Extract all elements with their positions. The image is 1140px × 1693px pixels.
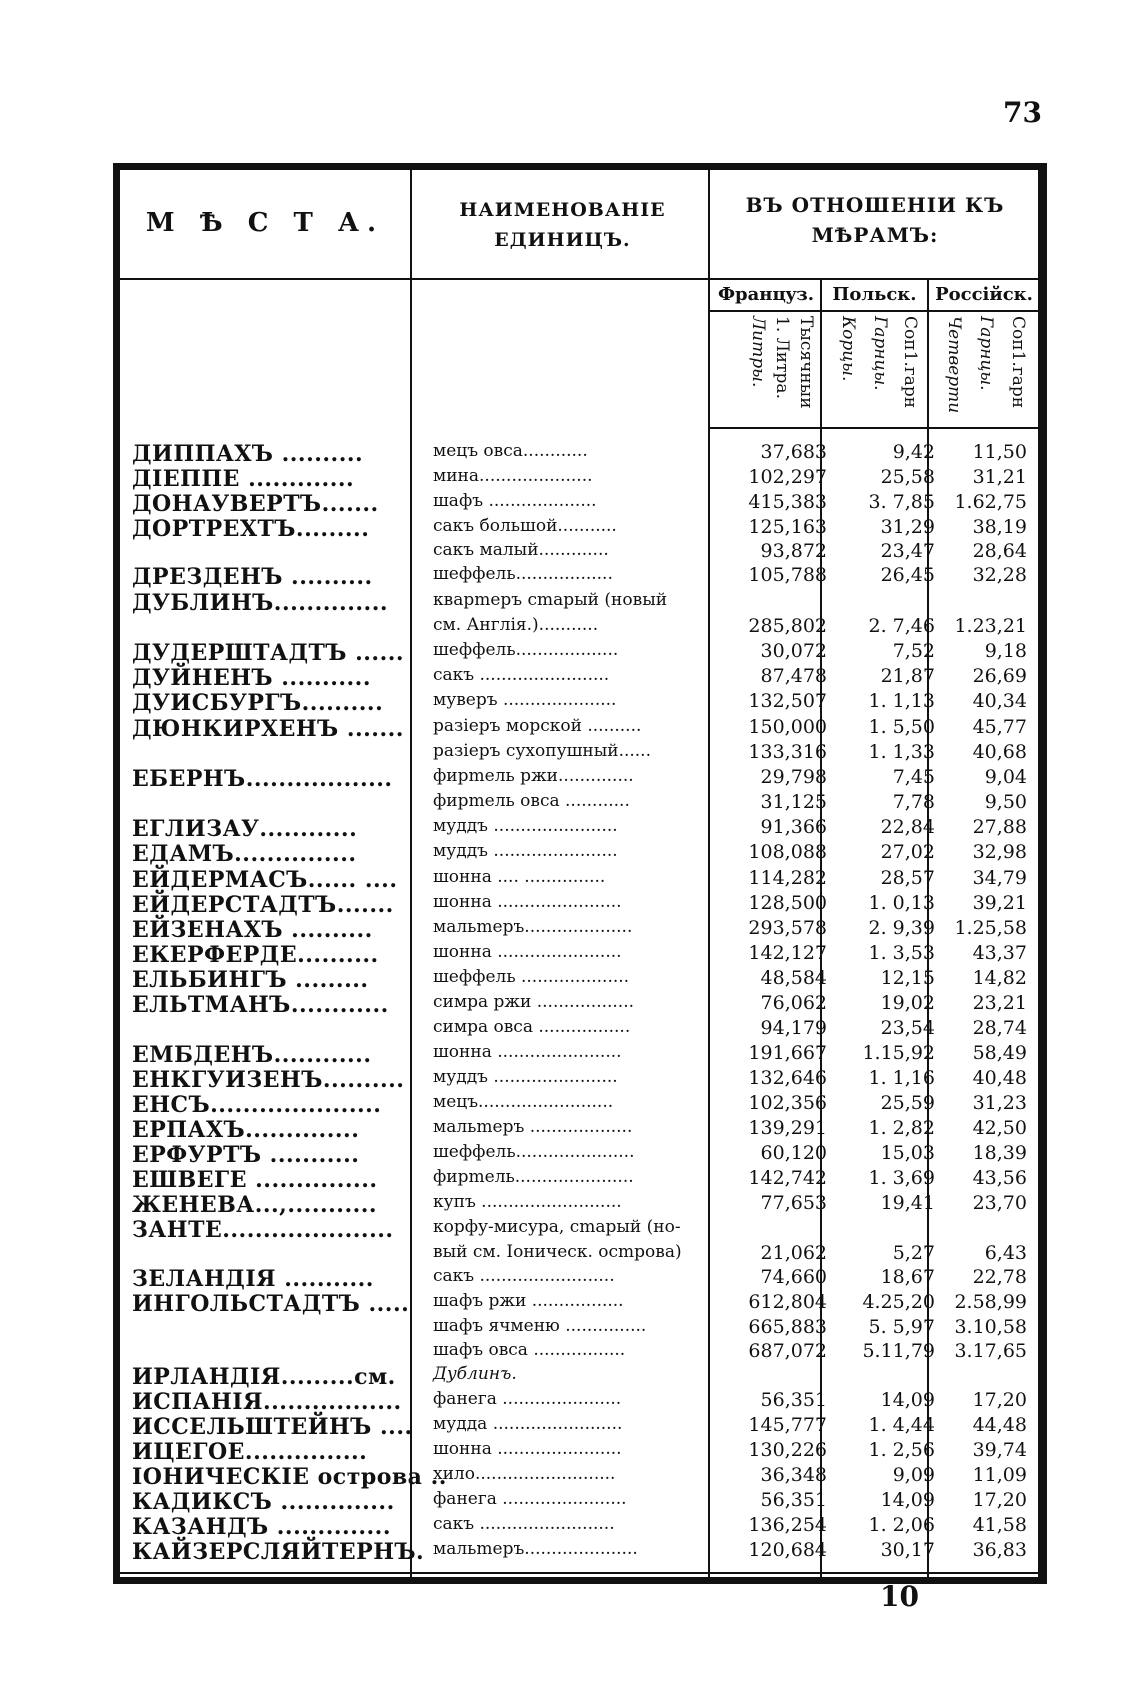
- polish-value: 1. 1,33: [868, 741, 935, 763]
- place-cell: ІОНИЧЕСКІЕ острова ..: [132, 1464, 447, 1490]
- unit-cell: разіеръ сухопушный......: [433, 741, 651, 761]
- french-value: 130,226: [748, 1439, 827, 1461]
- french-value: 191,667: [748, 1042, 827, 1064]
- russian-value: 23,21: [972, 992, 1027, 1014]
- polish-value: 28,57: [880, 867, 935, 889]
- french-value: 37,683: [760, 441, 827, 463]
- unit-cell: фирmель......................: [433, 1167, 634, 1187]
- russian-value: 26,69: [972, 665, 1027, 687]
- russian-value: 27,88: [972, 816, 1027, 838]
- unit-cell: мальmеръ ...................: [433, 1117, 633, 1137]
- unit-cell: мецъ овса............: [433, 441, 588, 461]
- russian-header: Россійск.: [935, 284, 1033, 305]
- polish-value: 2. 9,39: [868, 917, 935, 939]
- french-value: 102,297: [748, 466, 827, 488]
- place-cell: ЕКЕРФЕРДЕ..........: [132, 942, 379, 968]
- signature-mark: 10: [880, 1580, 919, 1613]
- table-row: [0, 1439, 1140, 1463]
- place-cell: ЗЕЛАНДІЯ ...........: [132, 1266, 374, 1292]
- table-row: [0, 1514, 1140, 1538]
- french-value: 612,804: [748, 1291, 827, 1313]
- unit-cell: шафъ ....................: [433, 491, 597, 511]
- table-row: [0, 516, 1140, 540]
- french-value: 150,000: [748, 716, 827, 738]
- french-value: 48,584: [760, 967, 827, 989]
- unit-cell: разіеръ морской ..........: [433, 716, 642, 736]
- unit-cell: сакъ большой...........: [433, 516, 617, 536]
- unit-cell: симра ржи ..................: [433, 992, 635, 1012]
- russian-value: 18,39: [972, 1142, 1027, 1164]
- unit-cell: симра овса .................: [433, 1017, 631, 1037]
- unit-cell: корфу-мисура, сmарый (но-: [433, 1217, 681, 1237]
- ru-subcol-2: Гарнцы.: [976, 316, 996, 391]
- french-value: 93,872: [760, 540, 827, 562]
- polish-value: 1.15,92: [862, 1042, 935, 1064]
- russian-value: 14,82: [972, 967, 1027, 989]
- unit-cell: купъ ..........................: [433, 1192, 622, 1212]
- polish-value: 7,78: [892, 791, 935, 813]
- place-cell: ДУБЛИНЪ..............: [132, 590, 389, 616]
- polish-value: 15,03: [880, 1142, 935, 1164]
- french-value: 120,684: [748, 1539, 827, 1561]
- place-cell: ИРЛАНДІЯ.........см.: [132, 1364, 396, 1390]
- place-cell: ЕНСЪ.....................: [132, 1092, 382, 1118]
- polish-value: 7,52: [892, 640, 935, 662]
- french-value: 102,356: [748, 1092, 827, 1114]
- table-row: [0, 441, 1140, 465]
- unit-cell: шонна .......................: [433, 942, 622, 962]
- polish-value: 1. 2,06: [868, 1514, 935, 1536]
- table-row: [0, 1266, 1140, 1290]
- polish-value: 1. 3,69: [868, 1167, 935, 1189]
- russian-value: 43,56: [972, 1167, 1027, 1189]
- russian-value: 39,74: [972, 1439, 1027, 1461]
- place-cell: ЕНКГУИЗЕНЪ..........: [132, 1067, 405, 1093]
- place-cell: ДУЙНЕНЪ ...........: [132, 665, 371, 691]
- russian-value: 23,70: [972, 1192, 1027, 1214]
- fr-subcol-2: 1. Литра.: [772, 316, 792, 399]
- table-row: [0, 1042, 1140, 1066]
- table-row: [0, 766, 1140, 790]
- table-row: [0, 791, 1140, 815]
- russian-value: 1.62,75: [954, 491, 1027, 513]
- places-header: М Ѣ С Т А.: [145, 208, 385, 238]
- unit-cell: муддъ .......................: [433, 816, 618, 836]
- place-cell: ДРЕЗДЕНЪ ..........: [132, 564, 373, 590]
- polish-value: 14,09: [880, 1389, 935, 1411]
- french-value: 87,478: [760, 665, 827, 687]
- table-row: [0, 1414, 1140, 1438]
- place-cell: ДОРТРЕХТЪ.........: [132, 516, 370, 542]
- unit-cell: шафъ овса .................: [433, 1340, 626, 1360]
- french-value: 132,507: [748, 690, 827, 712]
- table-row: [0, 917, 1140, 941]
- table-row: [0, 1017, 1140, 1041]
- table-row: [0, 741, 1140, 765]
- polish-value: 27,02: [880, 841, 935, 863]
- french-value: 285,802: [748, 615, 827, 637]
- unit-cell: шафъ ржи .................: [433, 1291, 624, 1311]
- polish-value: 18,67: [880, 1266, 935, 1288]
- table-row: [0, 942, 1140, 966]
- unit-cell: вый см. Іоническ. осmрова): [433, 1242, 682, 1262]
- french-value: 91,366: [760, 816, 827, 838]
- russian-value: 9,18: [984, 640, 1027, 662]
- unit-cell: фанега .......................: [433, 1489, 627, 1509]
- table-row: [0, 466, 1140, 490]
- french-value: 29,798: [760, 766, 827, 788]
- french-value: 105,788: [748, 564, 827, 586]
- russian-value: 40,68: [972, 741, 1027, 763]
- unit-cell: шеффель......................: [433, 1142, 635, 1162]
- unit-cell: шеффель...................: [433, 640, 619, 660]
- table-row: [0, 892, 1140, 916]
- polish-value: 19,41: [880, 1192, 935, 1214]
- polish-value: 22,84: [880, 816, 935, 838]
- table-row: [0, 540, 1140, 564]
- unit-cell: мецъ.........................: [433, 1092, 614, 1112]
- unit-cell: фирmель ржи..............: [433, 766, 634, 786]
- french-value: 136,254: [748, 1514, 827, 1536]
- polish-header: Польск.: [832, 284, 917, 305]
- polish-value: 1. 3,53: [868, 942, 935, 964]
- russian-value: 22,78: [972, 1266, 1027, 1288]
- russian-value: 41,58: [972, 1514, 1027, 1536]
- polish-value: 1. 5,50: [868, 716, 935, 738]
- russian-value: 44,48: [972, 1414, 1027, 1436]
- polish-value: 25,59: [880, 1092, 935, 1114]
- russian-value: 2.58,99: [954, 1291, 1027, 1313]
- russian-value: 3.17,65: [954, 1340, 1027, 1362]
- place-cell: КАЗАНДЪ ..............: [132, 1514, 391, 1540]
- place-cell: ИСПАНІЯ.................: [132, 1389, 402, 1415]
- french-value: 133,316: [748, 741, 827, 763]
- unit-cell: мальmеръ.....................: [433, 1539, 638, 1559]
- table-row: [0, 1217, 1140, 1241]
- french-value: 56,351: [760, 1389, 827, 1411]
- russian-value: 31,21: [972, 466, 1027, 488]
- unit-cell: сакъ ........................: [433, 665, 610, 685]
- french-value: 125,163: [748, 516, 827, 538]
- polish-value: 1. 2,56: [868, 1439, 935, 1461]
- russian-value: 42,50: [972, 1117, 1027, 1139]
- pl-subcol-3: Корцы.: [838, 316, 858, 382]
- pl-subcol-2: Гарнцы.: [870, 316, 890, 391]
- russian-value: 39,21: [972, 892, 1027, 914]
- rule-header-bottom: [120, 278, 1040, 280]
- polish-value: 7,45: [892, 766, 935, 788]
- french-value: 108,088: [748, 841, 827, 863]
- table-row: [0, 1464, 1140, 1488]
- russian-value: 1.23,21: [954, 615, 1027, 637]
- russian-value: 3.10,58: [954, 1316, 1027, 1338]
- unit-cell: мина.....................: [433, 466, 593, 486]
- russian-value: 38,19: [972, 516, 1027, 538]
- place-cell: ЗАНТЕ.....................: [132, 1217, 394, 1243]
- page-number: 73: [1003, 96, 1042, 129]
- french-value: 142,742: [748, 1167, 827, 1189]
- polish-value: 30,17: [880, 1539, 935, 1561]
- polish-value: 4.25,20: [862, 1291, 935, 1313]
- table-row: [0, 1539, 1140, 1563]
- fr-subcol-3: Литры.: [748, 316, 768, 388]
- unit-cell: кварmеръ сmарый (новый: [433, 590, 668, 610]
- table-row: [0, 816, 1140, 840]
- unit-cell: мальmеръ....................: [433, 917, 633, 937]
- french-value: 94,179: [760, 1017, 827, 1039]
- place-cell: ЕЙЗЕНАХЪ ..........: [132, 917, 373, 943]
- polish-value: 26,45: [880, 564, 935, 586]
- table-row: [0, 1167, 1140, 1191]
- polish-value: 1. 1,16: [868, 1067, 935, 1089]
- unit-cell: шеффель ....................: [433, 967, 630, 987]
- table-row: [0, 967, 1140, 991]
- place-cell: ЕЙДЕРМАСЪ...... ....: [132, 867, 398, 893]
- russian-value: 11,50: [972, 441, 1027, 463]
- unit-cell: шонна .... ...............: [433, 867, 606, 887]
- place-cell: ЕГЛИЗАУ............: [132, 816, 358, 842]
- french-header: Францyз.: [717, 284, 814, 305]
- polish-value: 9,09: [892, 1464, 935, 1486]
- russian-value: 32,98: [972, 841, 1027, 863]
- unit-cell: сакъ .........................: [433, 1266, 615, 1286]
- table-row: [0, 992, 1140, 1016]
- polish-value: 14,09: [880, 1489, 935, 1511]
- polish-value: 5,27: [892, 1242, 935, 1264]
- table-row: [0, 590, 1140, 614]
- polish-value: 2. 7,46: [868, 615, 935, 637]
- french-value: 415,383: [748, 491, 827, 513]
- unit-cell: шеффель..................: [433, 564, 613, 584]
- place-cell: ДУДЕРШТАДТЪ ......: [132, 640, 405, 666]
- table-row: [0, 1489, 1140, 1513]
- polish-value: 5. 5,97: [868, 1316, 935, 1338]
- russian-value: 28,64: [972, 540, 1027, 562]
- polish-value: 1. 4,44: [868, 1414, 935, 1436]
- table-row: [0, 1291, 1140, 1315]
- unit-cell: шонна .......................: [433, 892, 622, 912]
- french-value: 132,646: [748, 1067, 827, 1089]
- ru-subcol-3: Четверти: [944, 316, 964, 414]
- place-cell: ЕЛЬТМАНЪ............: [132, 992, 389, 1018]
- russian-value: 28,74: [972, 1017, 1027, 1039]
- russian-value: 31,23: [972, 1092, 1027, 1114]
- place-cell: ЕРПАХЪ..............: [132, 1117, 360, 1143]
- unit-cell: см. Англія.)...........: [433, 615, 599, 635]
- polish-value: 25,58: [880, 466, 935, 488]
- table-row: [0, 1067, 1140, 1091]
- place-cell: ДЮНКИРХЕНЪ .......: [132, 716, 404, 742]
- russian-value: 1.25,58: [954, 917, 1027, 939]
- table-row: [0, 1117, 1140, 1141]
- polish-value: 9,42: [892, 441, 935, 463]
- french-value: 56,351: [760, 1489, 827, 1511]
- rule-vertical-header: [710, 427, 1040, 429]
- place-cell: ИЦЕГОЕ...............: [132, 1439, 368, 1465]
- polish-value: 1. 0,13: [868, 892, 935, 914]
- table-row: [0, 491, 1140, 515]
- russian-value: 6,43: [984, 1242, 1027, 1264]
- place-cell: ЕБЕРНЪ..................: [132, 766, 393, 792]
- unit-cell: сакъ .........................: [433, 1514, 615, 1534]
- french-value: 36,348: [760, 1464, 827, 1486]
- table-row: [0, 564, 1140, 588]
- russian-value: 43,37: [972, 942, 1027, 964]
- table-row: [0, 867, 1140, 891]
- french-value: 31,125: [760, 791, 827, 813]
- polish-value: 23,54: [880, 1017, 935, 1039]
- table-row: [0, 640, 1140, 664]
- place-cell: ДУИСБУРГЪ..........: [132, 690, 384, 716]
- unit-cell: муверъ .....................: [433, 690, 617, 710]
- russian-value: 40,34: [972, 690, 1027, 712]
- unit-cell: шафъ ячменю ...............: [433, 1316, 647, 1336]
- french-value: 142,127: [748, 942, 827, 964]
- french-value: 665,883: [748, 1316, 827, 1338]
- table-row: [0, 716, 1140, 740]
- pl-subcol-1: Соп1.гарн: [900, 316, 920, 409]
- unit-cell: шонна .......................: [433, 1042, 622, 1062]
- russian-value: 40,48: [972, 1067, 1027, 1089]
- unit-cell: хило..........................: [433, 1464, 616, 1484]
- table-row: [0, 1364, 1140, 1388]
- polish-value: 1. 1,13: [868, 690, 935, 712]
- table-row: [0, 1389, 1140, 1413]
- french-value: 139,291: [748, 1117, 827, 1139]
- french-value: 60,120: [760, 1142, 827, 1164]
- units-header: НАИМЕНОВАНІЕ ЕДИНИЦЪ.: [459, 199, 666, 251]
- place-cell: ДИППАХЪ ..........: [132, 441, 364, 467]
- place-cell: ЕДАМЪ...............: [132, 841, 357, 867]
- polish-value: 5.11,79: [862, 1340, 935, 1362]
- rule-subheader: [710, 310, 1040, 312]
- table-row: [0, 1192, 1140, 1216]
- polish-value: 23,47: [880, 540, 935, 562]
- unit-cell: мудда ........................: [433, 1414, 623, 1434]
- unit-cell: фирmель овса ............: [433, 791, 630, 811]
- place-cell: ЕРФУРТЪ ...........: [132, 1142, 360, 1168]
- french-value: 30,072: [760, 640, 827, 662]
- unit-cell: Дублинъ.: [433, 1364, 517, 1384]
- place-cell: КАЙЗЕРСЛЯЙТЕРНЪ.: [132, 1539, 425, 1565]
- place-cell: КАДИКСЪ ..............: [132, 1489, 395, 1515]
- polish-value: 1. 2,82: [868, 1117, 935, 1139]
- table-row: [0, 1316, 1140, 1340]
- place-cell: ИНГОЛЬСТАДТЪ .....: [132, 1291, 410, 1317]
- russian-value: 9,04: [984, 766, 1027, 788]
- place-cell: ДОНАУВЕРТЪ.......: [132, 491, 379, 517]
- french-value: 77,653: [760, 1192, 827, 1214]
- russian-value: 34,79: [972, 867, 1027, 889]
- place-cell: ЕЛЬБИНГЪ .........: [132, 967, 369, 993]
- polish-value: 21,87: [880, 665, 935, 687]
- polish-value: 12,15: [880, 967, 935, 989]
- table-row: [0, 1142, 1140, 1166]
- place-cell: ДІЕППЕ .............: [132, 466, 355, 492]
- place-cell: ЖЕНЕВА...,...........: [132, 1192, 378, 1218]
- russian-value: 9,50: [984, 791, 1027, 813]
- place-cell: ЕМБДЕНЪ............: [132, 1042, 372, 1068]
- unit-cell: сакъ малый.............: [433, 540, 609, 560]
- unit-cell: муддъ .......................: [433, 1067, 618, 1087]
- russian-value: 58,49: [972, 1042, 1027, 1064]
- french-value: 293,578: [748, 917, 827, 939]
- table-row: [0, 1242, 1140, 1266]
- table-row: [0, 690, 1140, 714]
- russian-value: 17,20: [972, 1489, 1027, 1511]
- table-row: [0, 1340, 1140, 1364]
- french-value: 114,282: [748, 867, 827, 889]
- place-cell: ЕШВЕГЕ ...............: [132, 1167, 378, 1193]
- table-row: [0, 615, 1140, 639]
- unit-cell: шонна .......................: [433, 1439, 622, 1459]
- french-value: 76,062: [760, 992, 827, 1014]
- russian-value: 32,28: [972, 564, 1027, 586]
- french-value: 21,062: [760, 1242, 827, 1264]
- russian-value: 17,20: [972, 1389, 1027, 1411]
- french-value: 128,500: [748, 892, 827, 914]
- polish-value: 31,29: [880, 516, 935, 538]
- polish-value: 19,02: [880, 992, 935, 1014]
- russian-value: 36,83: [972, 1539, 1027, 1561]
- place-cell: ЕЙДЕРСТАДТЪ.......: [132, 892, 394, 918]
- ru-subcol-1: Соп1.гарн: [1008, 316, 1028, 409]
- french-value: 145,777: [748, 1414, 827, 1436]
- french-value: 74,660: [760, 1266, 827, 1288]
- russian-value: 45,77: [972, 716, 1027, 738]
- french-value: 687,072: [748, 1340, 827, 1362]
- polish-value: 3. 7,85: [868, 491, 935, 513]
- fr-subcol-1: Тысячныи: [796, 316, 816, 409]
- unit-cell: фанега ......................: [433, 1389, 622, 1409]
- place-cell: ИССЕЛЬШТЕЙНЪ ....: [132, 1414, 413, 1440]
- unit-cell: муддъ .......................: [433, 841, 618, 861]
- russian-value: 11,09: [972, 1464, 1027, 1486]
- table-row: [0, 665, 1140, 689]
- table-row: [0, 841, 1140, 865]
- table-row: [0, 1092, 1140, 1116]
- relation-header: ВЪ ОТНОШЕНІИ КЪ МѢРАМЪ:: [745, 193, 1005, 247]
